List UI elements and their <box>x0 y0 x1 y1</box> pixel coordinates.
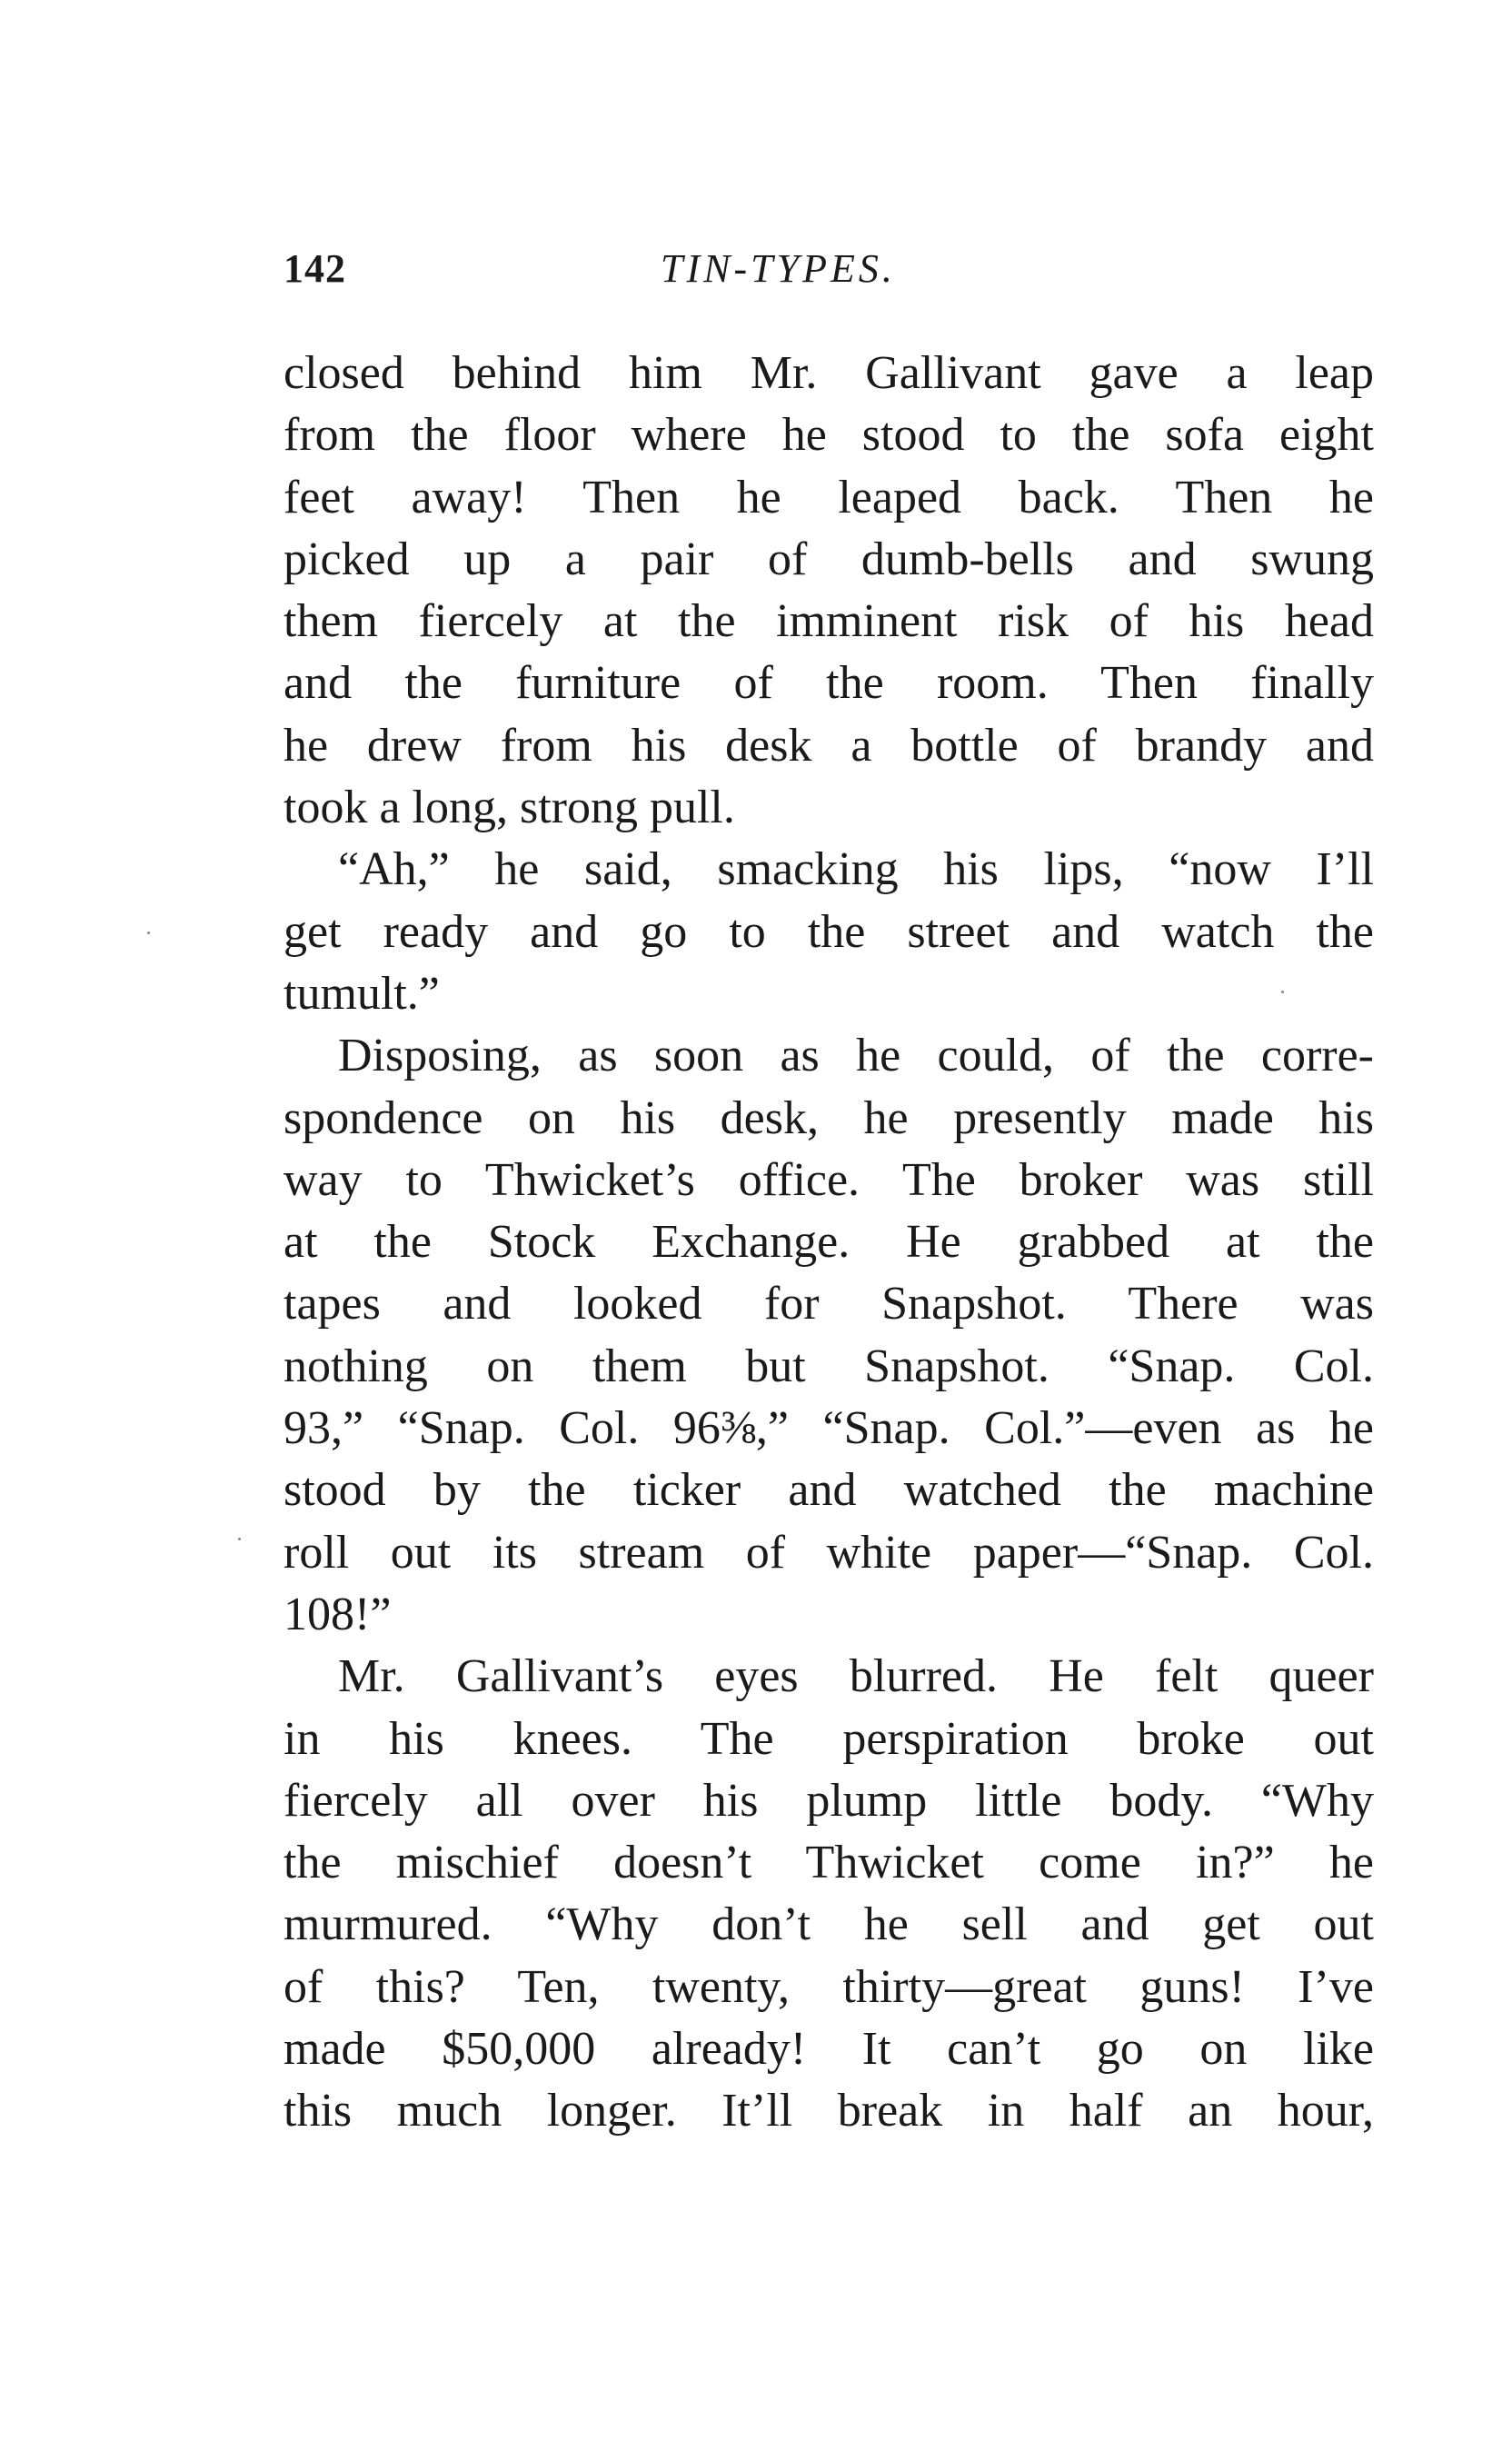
text-line: 108!” <box>284 1588 392 1640</box>
paper-speck <box>1281 991 1284 993</box>
text-line: from the floor where he stood to the sofa eight <box>284 409 1374 462</box>
paragraph-first-line: “Ah,” he said, smacking his lips, “now I’ll <box>338 843 1374 896</box>
text-line: get ready and go to the street and watch the <box>284 905 1374 958</box>
text-line: he drew from his desk a bottle of brandy and <box>284 719 1374 772</box>
text-line: of this? Ten, twenty, thirty—great guns! I’ve <box>284 1960 1374 2013</box>
text-line: closed behind him Mr. Gallivant gave a leap <box>284 347 1374 399</box>
text-line: spondence on his desk, he presently made his <box>284 1091 1374 1144</box>
text-line: roll out its stream of white paper—“Snap. Col. <box>284 1526 1374 1579</box>
paper-speck <box>238 1538 241 1540</box>
text-line: murmured. “Why don’t he sell and get out <box>284 1898 1374 1951</box>
text-line: tumult.” <box>284 967 440 1020</box>
running-title: TIN-TYPES. <box>661 246 896 291</box>
text-line: them fiercely at the imminent risk of his head <box>284 595 1374 648</box>
text-line: feet away! Then he leaped back. Then he <box>284 471 1374 523</box>
text-line: at the Stock Exchange. He grabbed at the <box>284 1216 1374 1269</box>
page-number: 142 <box>284 246 346 291</box>
paragraph-first-line: Disposing, as soon as he could, of the corre- <box>338 1030 1374 1082</box>
text-line: the mischief doesn’t Thwicket come in?” he <box>284 1837 1374 1889</box>
text-line: fiercely all over his plump little body. “Why <box>284 1774 1374 1827</box>
text-line: picked up a pair of dumb-bells and swung <box>284 533 1374 585</box>
text-line: in his knees. The perspiration broke out <box>284 1712 1374 1765</box>
text-line: nothing on them but Snapshot. “Snap. Col. <box>284 1340 1374 1392</box>
text-line: way to Thwicket’s office. The broker was still <box>284 1153 1374 1206</box>
text-line: and the furniture of the room. Then finally <box>284 657 1374 710</box>
text-line: 93,” “Snap. Col. 96⅜,” “Snap. Col.”—even as he <box>284 1402 1374 1455</box>
paragraph-first-line: Mr. Gallivant’s eyes blurred. He felt queer <box>338 1650 1374 1703</box>
body-text <box>284 343 1374 2143</box>
text-line: took a long, strong pull. <box>284 782 735 834</box>
text-line: this much longer. It’ll break in half an hour, <box>284 2085 1374 2137</box>
text-line: tapes and looked for Snapshot. There was <box>284 1278 1374 1330</box>
text-line: stood by the ticker and watched the machine <box>284 1464 1374 1517</box>
running-head <box>284 245 1374 300</box>
text-line: made $50,000 already! It can’t go on like <box>284 2023 1374 2076</box>
paper-speck <box>147 932 150 934</box>
